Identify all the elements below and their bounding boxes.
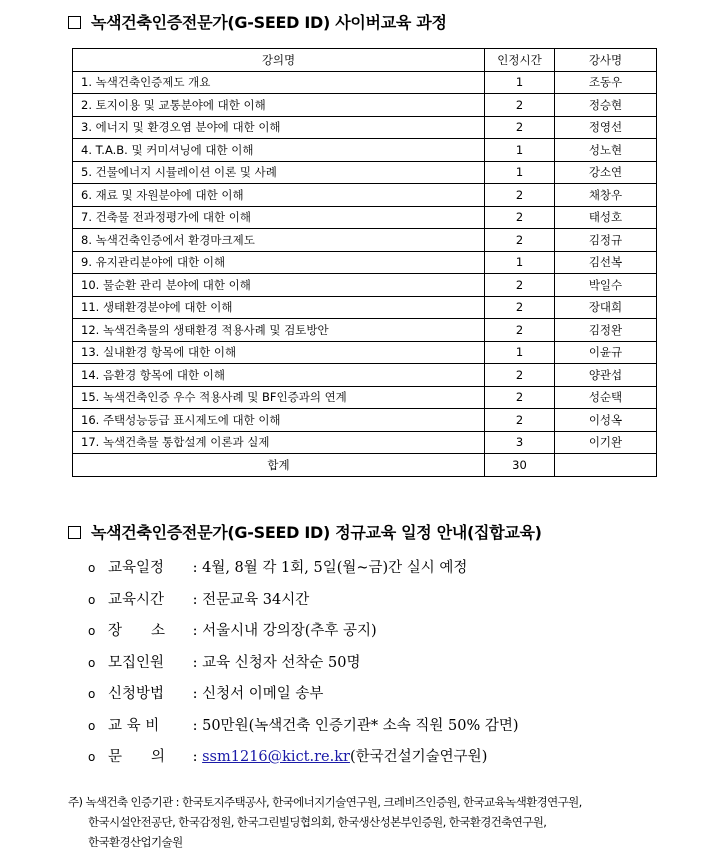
info-row-schedule (88, 556, 519, 588)
header-instructor: 강사명 (555, 49, 657, 72)
instructor-cell: 이윤규 (555, 341, 657, 364)
info-row-capacity (88, 651, 519, 683)
hours-cell: 1 (485, 71, 555, 94)
course-name-cell: 4. T.A.B. 및 커미셔닝에 대한 이해 (73, 139, 485, 162)
instructor-cell: 장대희 (555, 296, 657, 319)
contact-org: (한국건설기술연구원) (349, 749, 488, 765)
footnote-line-3: 한국환경산업기술원 (88, 835, 183, 849)
checkbox-square-icon (68, 16, 81, 29)
hours-cell: 3 (485, 431, 555, 454)
table-row (73, 386, 657, 409)
header-course-name: 강의명 (73, 49, 485, 72)
hours-cell: 2 (485, 296, 555, 319)
table-row (73, 341, 657, 364)
info-value: 전문교육 34시간 (202, 591, 310, 608)
info-label: 장 소 (108, 623, 166, 639)
hours-cell: 1 (485, 341, 555, 364)
instructor-cell: 정영선 (555, 116, 657, 139)
hours-cell: 1 (485, 139, 555, 162)
table-row (73, 274, 657, 297)
info-sep: : (192, 623, 198, 639)
info-value: 서울시내 강의장(추후 공지) (202, 623, 377, 639)
course-name-cell: 10. 물순환 관리 분야에 대한 이해 (73, 274, 485, 297)
info-sep: : (192, 686, 198, 702)
footnote-line-1: 주) 녹색건축 인증기관 : 한국토지주택공사, 한국에너지기술연구원, 크레비즈인증원, 한국교육녹색환경연구원, (68, 795, 582, 809)
instructor-cell: 강소연 (555, 161, 657, 184)
table-row (73, 184, 657, 207)
hours-cell: 2 (485, 364, 555, 387)
info-row-hours (88, 588, 519, 620)
instructor-cell: 정승현 (555, 94, 657, 117)
info-row-fee (88, 714, 519, 746)
info-sep: : (192, 717, 198, 734)
bullet-icon: o (88, 687, 96, 701)
table-row (73, 431, 657, 454)
total-label: 합계 (73, 454, 485, 477)
table-row (73, 364, 657, 387)
table-row (73, 229, 657, 252)
info-value: 4월, 8월 각 1회, 5일(월~금)간 실시 예정 (202, 560, 468, 576)
table-row (73, 409, 657, 432)
instructor-cell: 김정규 (555, 229, 657, 252)
hours-cell: 2 (485, 274, 555, 297)
hours-cell: 1 (485, 251, 555, 274)
info-value: 신청서 이메일 송부 (202, 686, 324, 702)
bullet-icon: o (88, 624, 96, 638)
course-name-cell: 16. 주택성능등급 표시제도에 대한 이해 (73, 409, 485, 432)
info-sep: : (192, 591, 198, 608)
instructor-cell: 성노현 (555, 139, 657, 162)
course-name-cell: 1. 녹색건축인증제도 개요 (73, 71, 485, 94)
hours-cell: 2 (485, 184, 555, 207)
total-instructor (555, 454, 657, 477)
section2-title: 녹색건축인증전문가(G-SEED ID) 정규교육 일정 안내(집합교육) (91, 523, 542, 542)
table-row (73, 116, 657, 139)
bullet-icon: o (88, 592, 96, 607)
instructor-cell: 채창우 (555, 184, 657, 207)
info-sep: : (192, 749, 198, 765)
table-row (73, 139, 657, 162)
instructor-cell: 이성옥 (555, 409, 657, 432)
course-name-cell: 8. 녹색건축인증에서 환경마크제도 (73, 229, 485, 252)
checkbox-square-icon (68, 526, 81, 539)
course-name-cell: 11. 생태환경분야에 대한 이해 (73, 296, 485, 319)
bullet-icon: o (88, 718, 96, 733)
info-row-location (88, 619, 519, 651)
info-row-contact (88, 745, 519, 777)
table-row (73, 161, 657, 184)
info-label: 교육일정 (108, 560, 165, 576)
table-total-row (73, 454, 657, 477)
course-name-cell: 2. 토지이용 및 교통분야에 대한 이해 (73, 94, 485, 117)
course-name-cell: 9. 유지관리분야에 대한 이해 (73, 251, 485, 274)
section1-title: 녹색건축인증전문가(G-SEED ID) 사이버교육 과정 (91, 13, 447, 32)
course-name-cell: 15. 녹색건축인증 우수 적용사례 및 BF인증과의 연계 (73, 386, 485, 409)
course-name-cell: 17. 녹색건축물 통합설계 이론과 실제 (73, 431, 485, 454)
table-row (73, 296, 657, 319)
instructor-cell: 양관섭 (555, 364, 657, 387)
instructor-cell: 조동우 (555, 71, 657, 94)
section2-heading (68, 520, 542, 543)
bullet-icon: o (88, 655, 96, 670)
bullet-icon: o (88, 561, 96, 575)
instructor-cell: 김정완 (555, 319, 657, 342)
footnote-line-2: 한국시설안전공단, 한국감정원, 한국그린빌딩협의회, 한국생산성본부인증원, 한국환경건축연구원, (88, 815, 547, 829)
course-name-cell: 6. 재료 및 자원분야에 대한 이해 (73, 184, 485, 207)
contact-email-link[interactable]: ssm1216@kict.re.kr (202, 749, 350, 765)
hours-cell: 2 (485, 319, 555, 342)
table-row (73, 319, 657, 342)
info-list (88, 556, 519, 777)
table-row (73, 251, 657, 274)
header-hours: 인정시간 (485, 49, 555, 72)
course-name-cell: 12. 녹색건축물의 생태환경 적용사례 및 검토방안 (73, 319, 485, 342)
info-label: 문 의 (108, 749, 166, 765)
course-name-cell: 3. 에너지 및 환경오염 분야에 대한 이해 (73, 116, 485, 139)
hours-cell: 2 (485, 94, 555, 117)
section1-heading (68, 10, 447, 33)
table-row (73, 71, 657, 94)
hours-cell: 2 (485, 386, 555, 409)
hours-cell: 2 (485, 229, 555, 252)
info-label: 모집인원 (108, 654, 165, 671)
info-sep: : (192, 560, 198, 576)
hours-cell: 1 (485, 161, 555, 184)
total-hours: 30 (485, 454, 555, 477)
info-label: 교 육 비 (108, 717, 160, 734)
info-value: 교육 신청자 선착순 50명 (202, 654, 361, 671)
bullet-icon: o (88, 750, 96, 764)
info-label: 신청방법 (108, 686, 165, 702)
course-name-cell: 7. 건축물 전과정평가에 대한 이해 (73, 206, 485, 229)
instructor-cell: 박일수 (555, 274, 657, 297)
table-row (73, 94, 657, 117)
footnote (68, 792, 582, 852)
table-header-row (73, 49, 657, 72)
instructor-cell: 이기완 (555, 431, 657, 454)
instructor-cell: 태성호 (555, 206, 657, 229)
table-row (73, 206, 657, 229)
course-name-cell: 13. 실내환경 항목에 대한 이해 (73, 341, 485, 364)
hours-cell: 2 (485, 116, 555, 139)
info-value: 50만원(녹색건축 인증기관* 소속 직원 50% 감면) (202, 717, 519, 734)
hours-cell: 2 (485, 409, 555, 432)
instructor-cell: 성순택 (555, 386, 657, 409)
course-name-cell: 5. 건물에너지 시뮬레이션 이론 및 사례 (73, 161, 485, 184)
course-table (72, 48, 657, 477)
info-sep: : (192, 654, 198, 671)
hours-cell: 2 (485, 206, 555, 229)
info-row-apply (88, 682, 519, 714)
instructor-cell: 김선복 (555, 251, 657, 274)
info-label: 교육시간 (108, 591, 165, 608)
course-name-cell: 14. 음환경 항목에 대한 이해 (73, 364, 485, 387)
